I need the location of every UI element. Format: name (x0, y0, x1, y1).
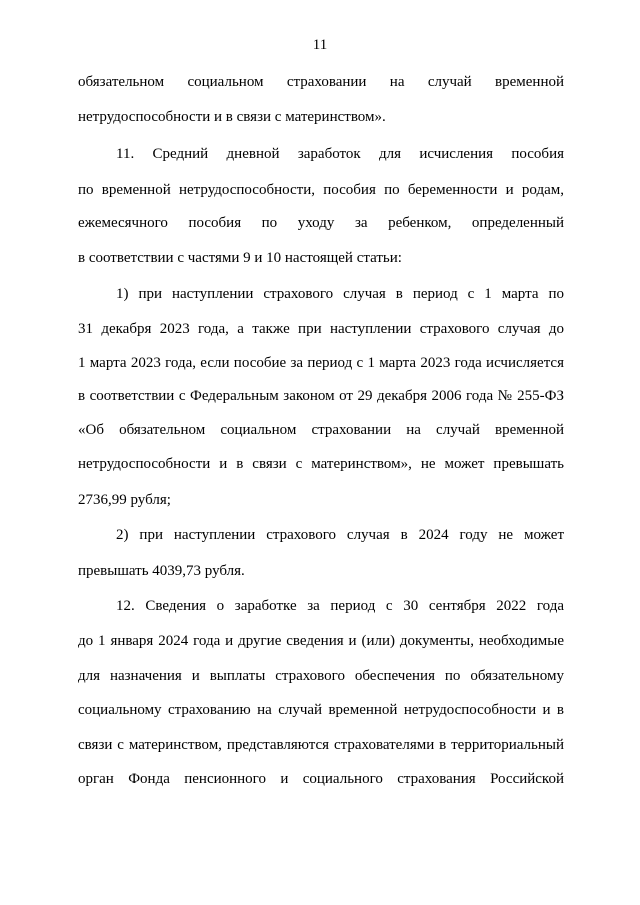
text-line: обязательном социальном страховании на случай временной (78, 74, 564, 90)
text-line: по временной нетрудоспособности, пособия по беременности и родам, (78, 182, 564, 198)
text-line: 12. Сведения о заработке за период с 30 сентября 2022 года (116, 598, 564, 614)
text-line: 2) при наступлении страхового случая в 2024 году не может (116, 527, 564, 543)
text-line: связи с материнством, представляются страхователями в территориальный (78, 737, 564, 753)
text-line: превышать 4039,73 рубля. (78, 563, 245, 579)
text-line: социальному страхованию на случай временной нетрудоспособности и в (78, 702, 564, 718)
text-line: нетрудоспособности и в связи с материнством». (78, 109, 386, 125)
text-line: 1 марта 2023 года, если пособие за период с 1 марта 2023 года исчисляется (78, 355, 564, 371)
text-line: до 1 января 2024 года и другие сведения и (или) документы, необходимые (78, 633, 564, 649)
text-line: 2736,99 рубля; (78, 492, 171, 508)
text-line: «Об обязательном социальном страховании на случай временной (78, 422, 564, 438)
text-line: орган Фонда пенсионного и социального страхования Российской (78, 771, 564, 787)
text-line: нетрудоспособности и в связи с материнством», не может превышать (78, 456, 564, 472)
text-line: ежемесячного пособия по уходу за ребенком, определенный (78, 215, 564, 231)
text-line: 31 декабря 2023 года, а также при наступлении страхового случая до (78, 321, 564, 337)
text-line: в соответствии с частями 9 и 10 настоящей статьи: (78, 250, 402, 266)
page-number: 11 (312, 37, 328, 53)
text-line: в соответствии с Федеральным законом от 29 декабря 2006 года № 255-ФЗ (78, 388, 564, 404)
text-line: 11. Средний дневной заработок для исчисления пособия (116, 146, 564, 162)
text-line: 1) при наступлении страхового случая в период с 1 марта по (116, 286, 564, 302)
text-line: для назначения и выплаты страхового обеспечения по обязательному (78, 668, 564, 684)
